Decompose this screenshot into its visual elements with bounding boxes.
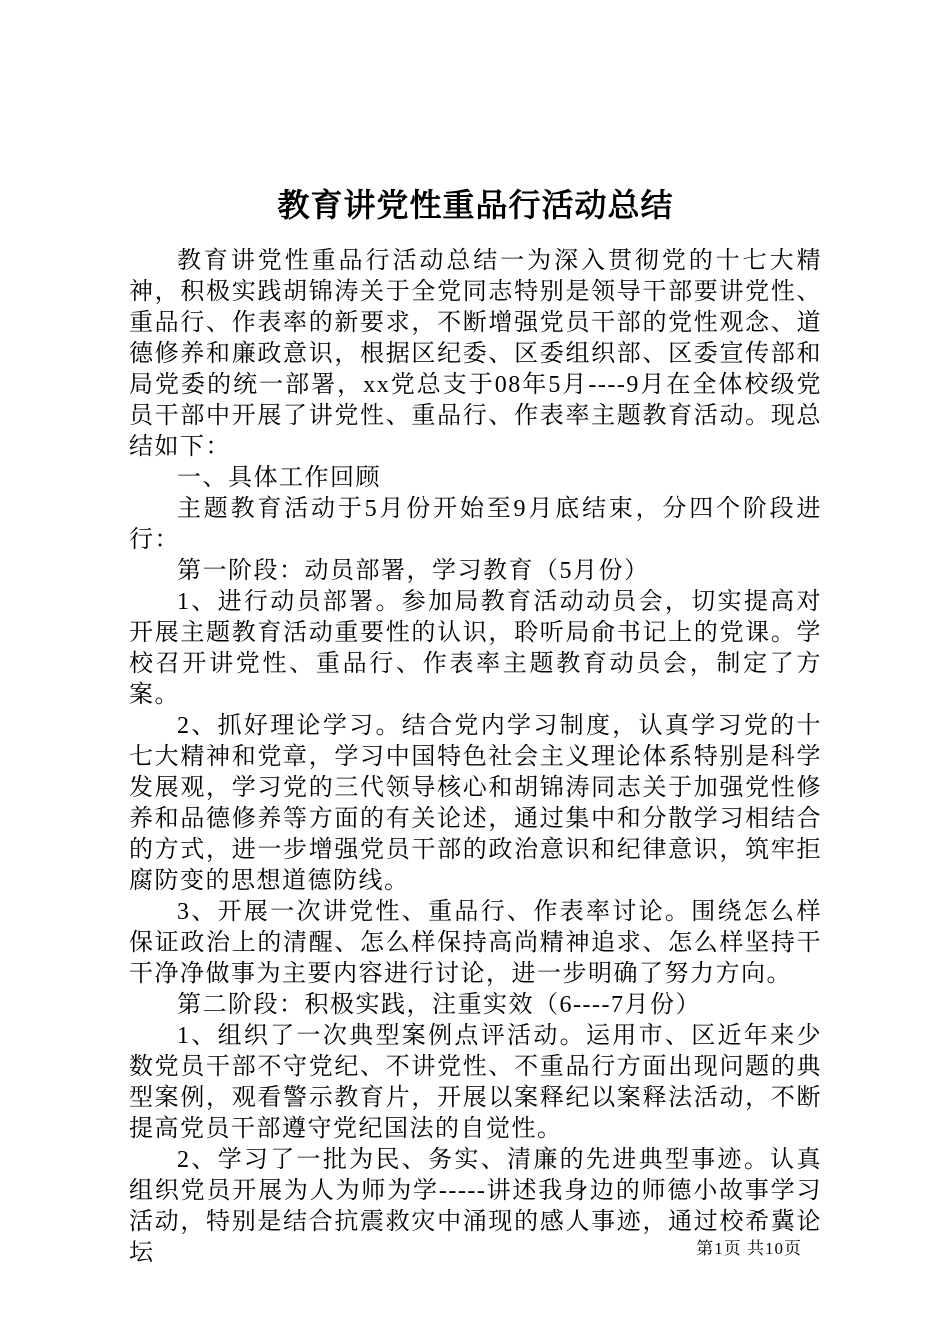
- document-title: 教育讲党性重品行活动总结: [277, 187, 674, 223]
- section-heading: 一、具体工作回顾: [177, 465, 381, 491]
- paragraph: 主题教育活动于5月份开始至9月底结束，分四个阶段进行：: [129, 496, 822, 553]
- stage-heading: 第二阶段：积极实践，注重实效（6----7月份）: [177, 992, 701, 1018]
- page-footer: 第1页 共10页: [696, 1239, 802, 1258]
- paragraph: 2、学习了一批为民、务实、清廉的先进典型事迹。认真组织党员开展为人为师为学-----讲述我身边的师德小故事学习活动，特别是结合抗震救灾中涌现的感人事迹，通过校希冀论坛: [129, 1147, 822, 1266]
- paragraph: 2、抓好理论学习。结合党内学习制度，认真学习党的十七大精神和党章，学习中国特色社会主义理论体系特别是科学发展观，学习党的三代领导核心和胡锦涛同志关于加强党性修养和品德修养等方面的有关论述，通过集中和分散学习相结合的方式，进一步增强党员干部的政治意识和纪律意识，筑牢拒腐防变的思想道德防线。: [129, 713, 822, 894]
- paragraph: 1、组织了一次典型案例点评活动。运用市、区近年来少数党员干部不守党纪、不讲党性、不重品行方面出现问题的典型案例，观看警示教育片，开展以案释纪以案释法活动，不断提高党员干部遵守党纪国法的自觉性。: [129, 1023, 822, 1142]
- paragraph: 3、开展一次讲党性、重品行、作表率讨论。围绕怎么样保证政治上的清醒、怎么样保持高尚精神追求、怎么样坚持干干净净做事为主要内容进行讨论，进一步明确了努力方向。: [129, 899, 822, 987]
- paragraph: 教育讲党性重品行活动总结一为深入贯彻党的十七大精神，积极实践胡锦涛关于全党同志特别是领导干部要讲党性、重品行、作表率的新要求，不断增强党员干部的党性观念、道德修养和廉政意识，根据区纪委、区委组织部、区委宣传部和局党委的统一部署，xx党总支于08年5月----9月在全体校级党员干部中开展了讲党性、重品行、作表率主题教育活动。现总结如下：: [129, 248, 822, 460]
- document-page: [129, 186, 822, 1269]
- stage-heading: 第一阶段：动员部署，学习教育（5月份）: [177, 558, 650, 584]
- document-body: [129, 246, 822, 1269]
- paragraph: 1、进行动员部署。参加局教育活动动员会，切实提高对开展主题教育活动重要性的认识，聆听局俞书记上的党课。学校召开讲党性、重品行、作表率主题教育动员会，制定了方案。: [129, 589, 822, 708]
